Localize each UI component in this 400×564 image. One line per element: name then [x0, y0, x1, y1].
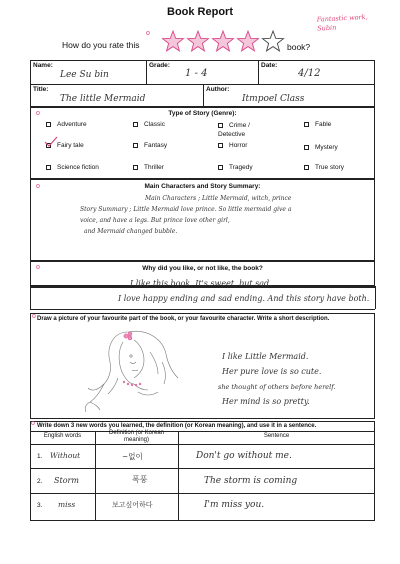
- genre-checkbox[interactable]: [304, 122, 309, 127]
- word-number: 3.: [37, 502, 43, 509]
- characters-line-4: and Mermaid changed bubble.: [84, 228, 178, 235]
- genre-fantasy[interactable]: Fantasy: [133, 142, 167, 149]
- genre-checkbox[interactable]: [133, 122, 138, 127]
- genre-true-story[interactable]: True story: [304, 164, 344, 171]
- genre-checkbox[interactable]: [304, 165, 309, 170]
- opinion-line-2: I love happy ending and sad ending. And this story have both.: [118, 294, 370, 303]
- drawing-line-4: Her mind is so pretty.: [222, 397, 310, 406]
- star-rating[interactable]: [160, 27, 290, 55]
- date-label: Date:: [261, 62, 278, 69]
- genre-checkbox[interactable]: [218, 143, 223, 148]
- date-value: 4/12: [298, 68, 321, 79]
- star-filled-icon[interactable]: [163, 31, 184, 51]
- word-sentence: The storm is coming: [204, 476, 298, 486]
- grade-label: Grade:: [149, 62, 170, 69]
- genre-horror[interactable]: Horror: [218, 142, 247, 149]
- author-value: Itmpoel Class: [242, 94, 305, 104]
- genre-checkbox[interactable]: [46, 165, 51, 170]
- col-definition: Definition (or Korean meaning): [108, 430, 165, 443]
- genre-fairy-tale[interactable]: Fairy tale: [46, 142, 84, 149]
- rate-question: How do you rate this: [62, 40, 140, 50]
- characters-line-1: Main Characters ; Little Mermaid, witch, prince: [145, 195, 292, 202]
- word-sentence: Don't go without me.: [196, 451, 292, 461]
- english-word: Without: [50, 451, 81, 460]
- opinion-circle-mark: o: [36, 264, 40, 271]
- star-filled-icon[interactable]: [188, 31, 209, 51]
- col-english-words: English words: [43, 433, 82, 439]
- drawing-line-1: I like Little Mermaid.: [222, 352, 309, 361]
- genre-fable[interactable]: Fable: [304, 121, 331, 128]
- name-value: Lee Su bin: [60, 70, 109, 80]
- genre-tragedy[interactable]: Tragedy: [218, 164, 253, 171]
- genre-crime-detective[interactable]: Crime / Detective: [218, 122, 250, 138]
- rating-circle-mark: o: [146, 30, 150, 37]
- teacher-note: Fantastic work, Subin: [316, 12, 368, 33]
- opinion-line-1: I like this book. It's sweet, but sad.: [130, 279, 272, 288]
- mermaid-drawing: [78, 322, 208, 417]
- word-sentence: I'm miss you.: [204, 500, 265, 510]
- title-value: The little Mermaid: [60, 94, 146, 104]
- word-definition: 폭풍: [132, 475, 148, 484]
- characters-line-3: voice, and have a legs. But prince love other girl,: [80, 217, 230, 224]
- characters-line-2: Story Summary ; Little Mermaid love prince. So little mermaid give a: [80, 206, 292, 213]
- genre-thriller[interactable]: Thriller: [133, 164, 164, 171]
- genre-checkbox[interactable]: [133, 143, 138, 148]
- opinion-heading: Why did you like, or not like, the book?: [142, 265, 263, 272]
- characters-heading: Main Characters and Story Summary:: [144, 183, 261, 190]
- grade-value: 1 - 4: [185, 68, 208, 79]
- page-title: Book Report: [167, 6, 233, 18]
- genre-heading: Type of Story (Genre):: [168, 110, 237, 117]
- drawing-heading: Draw a picture of your favourite part of the book, or your favourite character. Write a short description.: [37, 316, 330, 322]
- genre-checkbox[interactable]: [218, 165, 223, 170]
- drawing-line-2: Her pure love is so cute.: [222, 367, 322, 376]
- title-label: Title:: [33, 86, 49, 93]
- rate-suffix: book?: [287, 42, 311, 52]
- genre-checkbox[interactable]: [133, 165, 138, 170]
- drawing-line-3: she thought of others before herelf.: [218, 383, 336, 391]
- words-heading: Write down 3 new words you learned, the definition (or Korean meaning), and use it in a sentence.: [37, 423, 317, 429]
- author-label: Author:: [206, 86, 230, 93]
- word-definition: ~없이: [122, 452, 143, 461]
- genre-circle-mark: o: [36, 110, 40, 117]
- genre-checkbox[interactable]: [304, 145, 309, 150]
- genre-science-fiction[interactable]: Science fiction: [46, 164, 99, 171]
- genre-adventure[interactable]: Adventure: [46, 121, 87, 128]
- star-filled-icon[interactable]: [238, 31, 259, 51]
- word-number: 1.: [37, 453, 43, 460]
- word-number: 2.: [37, 478, 43, 485]
- words-circle-mark: o: [31, 420, 35, 427]
- genre-checkbox[interactable]: [46, 122, 51, 127]
- english-word: Storm: [54, 476, 79, 485]
- genre-classic[interactable]: Classic: [133, 121, 165, 128]
- english-word: miss: [58, 500, 76, 509]
- drawing-circle-mark: o: [32, 313, 36, 320]
- word-definition: 보고싶어하다: [112, 501, 153, 509]
- genre-checkbox[interactable]: [218, 123, 223, 128]
- checkmark-icon: [44, 136, 58, 148]
- genre-mystery[interactable]: Mystery: [304, 144, 338, 151]
- star-empty-icon[interactable]: [263, 31, 284, 51]
- name-label: Name:: [33, 62, 53, 69]
- col-sentence: Sentence: [263, 433, 290, 439]
- star-filled-icon[interactable]: [213, 31, 234, 51]
- characters-circle-mark: o: [36, 183, 40, 190]
